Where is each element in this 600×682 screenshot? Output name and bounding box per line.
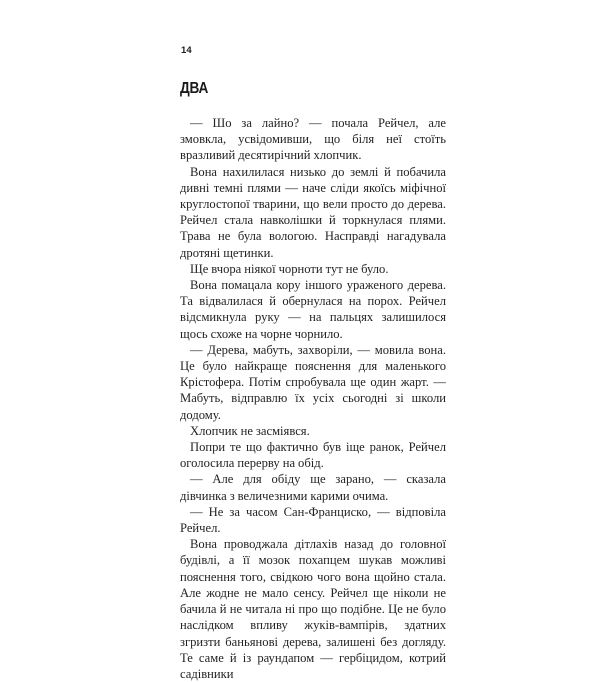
paragraph: Хлопчик не засміявся. [190,423,310,438]
body-copy [180,115,446,682]
chapter-title: ДВА [180,79,209,97]
paragraph: Попри те що фактично був іще ранок, Рейчел оголосила перерву на обід. [180,440,446,471]
paragraph: Вона нахилилася низько до землі й побачила дивні темні плями — наче сліди якоїсь міфічної круглостопої тварини, що вели просто до дерева. Рейчел стала навколішки й торкнулася плями. Трава не була вологою. Насправді нагадувала дротяні щетинки. [180,164,446,260]
paragraph: — Шо за лайно? — почала Рейчел, але змовкла, усвідомивши, що біля неї стоїть вразливий десятирічний хлопчик. [180,116,446,163]
paragraph: Вона помацала кору іншого ураженого дерева. Та відвалилася й обернулася на порох. Рейчел відсмикнула руку — на пальцях залишилося щось схоже на чорне чорнило. [180,278,446,341]
paragraph: Ще вчора ніякої чорноти тут не було. [190,261,389,276]
paragraph: — Але для обіду ще зарано, — сказала дівчинка з величезними карими очима. [180,472,446,503]
paragraph: — Дерева, мабуть, захворіли, — мовила вона. Це було найкраще пояснення для маленького Крістофера. Потім спробувала ще один жарт. — Мабуть, відправлю їх усіх сьогодні зі школи додому. [180,342,446,422]
page-number: 14 [181,45,192,56]
paragraph: — Не за часом Сан-Франциско, — відповіла Рейчел. [180,504,446,536]
paragraph: Вона проводжала дітлахів назад до головної будівлі, а її мозок похапцем шукав можливі пояснення того, свідкою чого вона щойно стала. Але жодне не мало сенсу. Рейчел ще ніколи не бачила й не читала ні про що подібне. Це не було наслідком впливу жуків-вампірів, здатних згризти баньянові дерева, залишені без догляду. Те саме й із раундапом — гербіцидом, котрий садівники [180,537,446,681]
page-text-block [180,46,446,682]
